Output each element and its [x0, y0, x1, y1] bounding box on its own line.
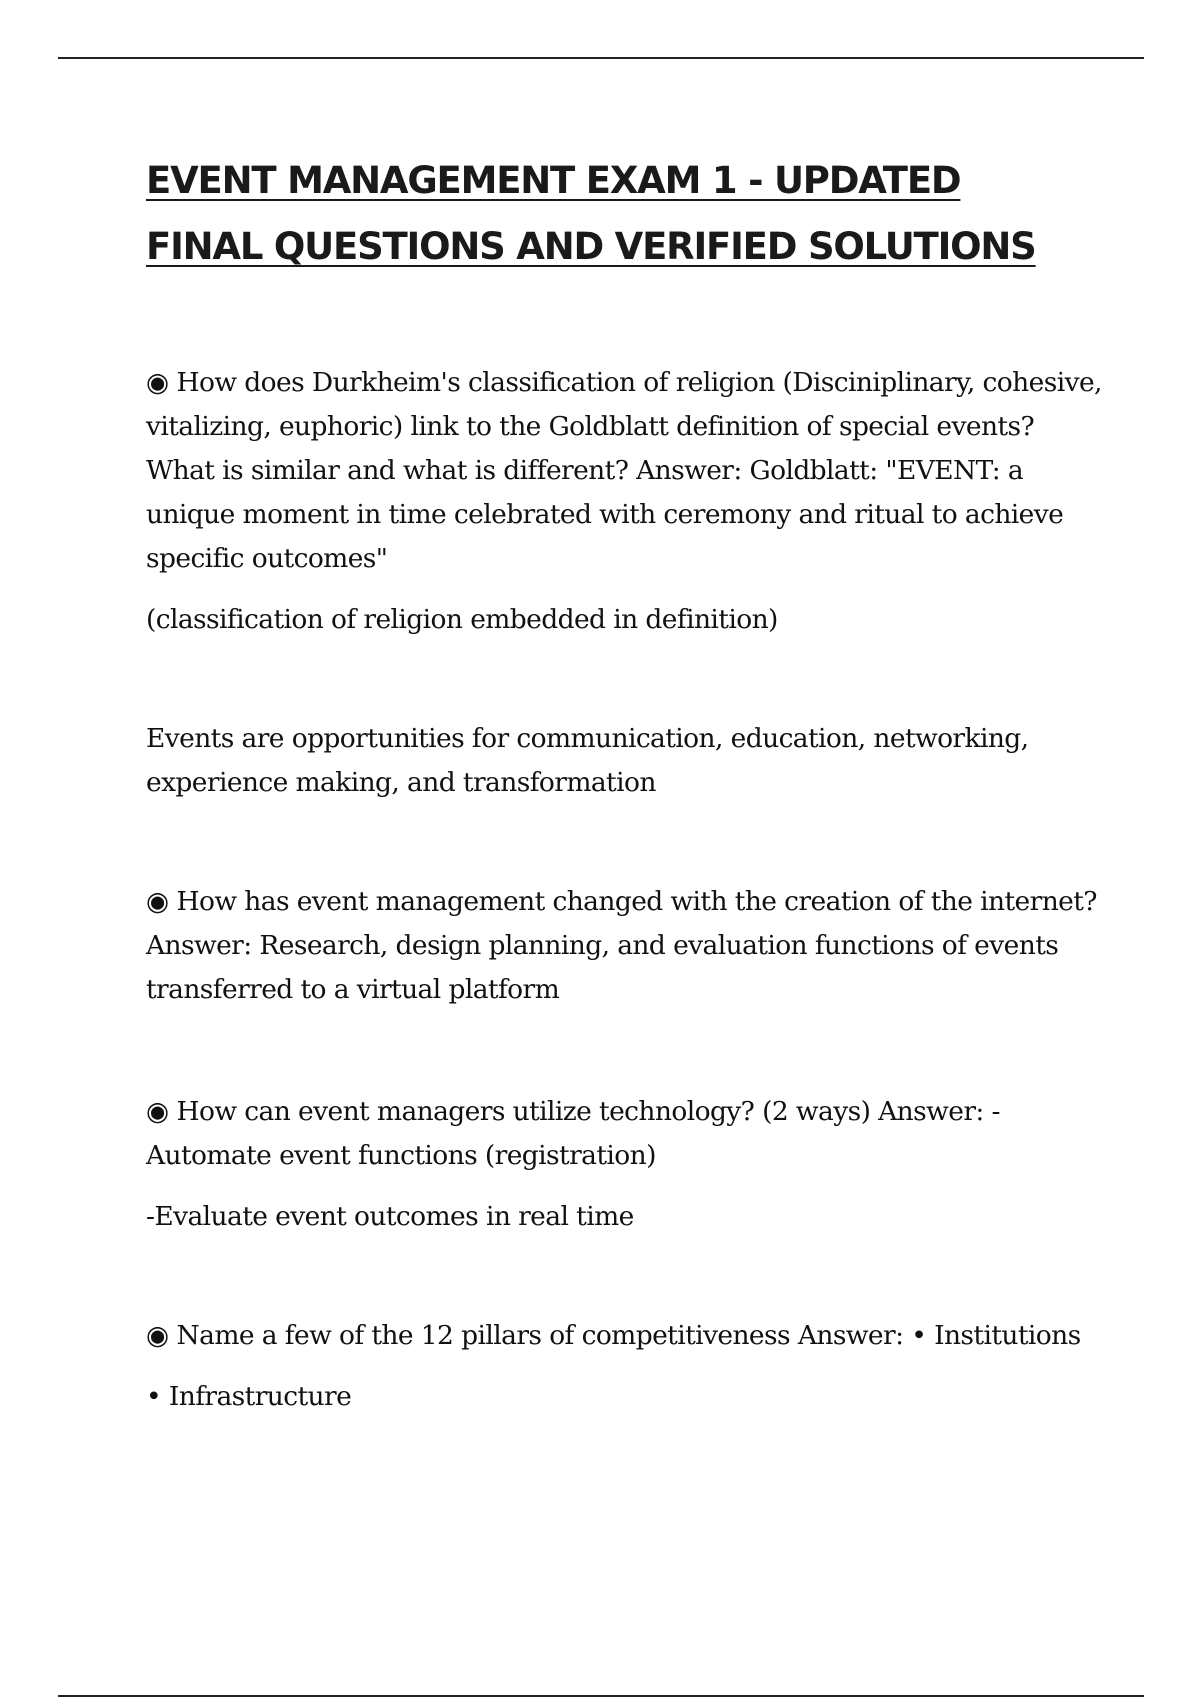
question-marker-icon: ◉	[146, 1320, 169, 1351]
question-marker-icon: ◉	[146, 886, 169, 917]
question-paragraph	[146, 1314, 1106, 1358]
title-line-2: FINAL QUESTIONS AND VERIFIED SOLUTIONS	[146, 225, 1036, 268]
answer-continuation: • Infrastructure	[146, 1381, 352, 1412]
document-title	[146, 148, 1106, 280]
paragraph-text: How can event managers utilize technology? (2 ways) Answer: - Automate event functions (registration)	[146, 1096, 1000, 1171]
question-marker-icon: ◉	[146, 367, 169, 398]
answer-continuation: -Evaluate event outcomes in real time	[146, 1201, 634, 1232]
paragraph-text: How has event management changed with the creation of the internet? Answer: Research, design planning, and evaluation functions of events transferred to a virtual platform	[146, 886, 1097, 1005]
answer-continuation: Events are opportunities for communication, education, networking, experience making, and transformation	[146, 723, 1029, 798]
title-line-1: EVENT MANAGEMENT EXAM 1 - UPDATED	[146, 159, 961, 202]
question-paragraph	[146, 361, 1106, 581]
page-content	[146, 148, 1106, 1419]
document-body	[146, 361, 1106, 1419]
bottom-rule	[58, 1695, 1144, 1697]
top-rule	[58, 57, 1144, 59]
paragraph-text: How does Durkheim's classification of religion (Disciniplinary, cohesive, vitalizing, euphoric) link to the Goldblatt definition of special events? What is similar and what is different? Answer: Goldblatt: "EVENT: a unique moment in time celebrated with ceremony and ritual to achieve specific outcomes"	[146, 367, 1102, 574]
question-marker-icon: ◉	[146, 1096, 169, 1127]
question-paragraph	[146, 880, 1106, 1012]
question-paragraph	[146, 1090, 1106, 1178]
answer-continuation: (classification of religion embedded in definition)	[146, 604, 778, 635]
paragraph-text: Name a few of the 12 pillars of competitiveness Answer: • Institutions	[176, 1320, 1081, 1351]
